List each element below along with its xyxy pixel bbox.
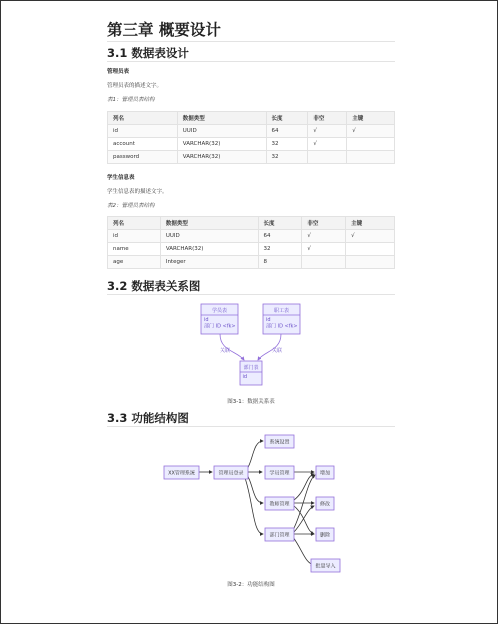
header-cell: 主键 [346,217,395,230]
chapter-title: 第三章 概要设计 [107,21,221,39]
svg-text:删除: 删除 [319,532,331,539]
header-cell: 列名 [108,217,161,230]
table-cell: id [108,125,178,138]
relation-label: 关联 [271,348,283,354]
table-cell: √ [302,230,346,243]
node-root [164,466,199,479]
table-cell: √ [346,230,395,243]
entity-name: 学员表 [211,308,228,314]
table-cell: VARCHAR(32) [177,151,266,164]
svg-text:管理员登录: 管理员登录 [218,470,244,477]
flow-edge [247,441,263,469]
svg-text:增加: 增加 [319,470,331,477]
admin-table-heading: 管理员表 [107,69,130,75]
table-cell: √ [308,138,347,151]
table-cell: age [108,256,161,269]
node-teacher-mgmt [265,497,294,510]
table-cell: UUID [160,230,258,243]
entity-name: 部门表 [243,365,259,371]
node-delete [316,528,334,541]
flow-edge [293,475,315,530]
relation-label: 关联 [219,348,231,354]
table-cell: name [108,243,161,256]
header-cell: 主键 [347,112,395,125]
relation-edge [258,334,281,360]
table-cell: UUID [177,125,266,138]
function-diagram-caption: 图3-2：功能结构图 [227,582,275,588]
svg-text:学员管理: 学员管理 [269,470,290,477]
entity-field: id [242,374,248,380]
section-3-3-heading: 3.3 功能结构图 [107,411,189,425]
node-add [316,466,334,479]
entity-dept [240,361,262,385]
node-import [311,559,340,572]
table-cell: VARCHAR(32) [160,243,258,256]
header-cell: 非空 [308,112,347,125]
admin-table-caption: 表1：管理员表结构 [107,97,155,103]
svg-text:教师管理: 教师管理 [269,501,290,508]
entity-staff [263,304,300,334]
table-cell: √ [347,125,395,138]
er-diagram [201,304,300,385]
svg-text:部门管理: 部门管理 [269,532,290,539]
table-cell: 32 [266,138,308,151]
node-edit [316,497,334,510]
table-cell: account [108,138,178,151]
table-cell: password [108,151,178,164]
node-login [214,466,248,479]
table-cell: 64 [266,125,308,138]
entity-student [201,304,238,334]
table-cell: 8 [258,256,302,269]
entity-field: id [266,317,271,323]
flow-edge [247,475,263,503]
entity-field: id [204,317,209,323]
svg-text:修改: 修改 [319,501,331,508]
table-cell: √ [302,243,346,256]
node-dept-mgmt [265,528,294,541]
flow-edge [294,474,314,500]
function-diagram [164,435,340,572]
svg-text:批量导入: 批量导入 [315,563,336,570]
entity-field: 部门 ID <fk> [266,323,298,330]
header-cell: 长度 [258,217,302,230]
table-cell: id [108,230,161,243]
header-cell: 非空 [302,217,346,230]
node-student-mgmt [265,466,294,479]
svg-text:XX管理系统: XX管理系统 [168,470,195,477]
relation-edge [220,334,244,360]
header-cell: 列名 [108,112,178,125]
header-cell: 数据类型 [160,217,258,230]
section-3-1-heading: 3.1 数据表设计 [107,46,189,60]
entity-field: 部门 ID <fk> [204,323,236,330]
section-3-2-heading: 3.2 数据表关系图 [107,279,201,293]
node-settings [265,435,294,448]
header-cell: 长度 [266,112,308,125]
student-table-description: 学生信息表的描述文字。 [107,189,168,195]
table-cell: 32 [258,243,302,256]
student-table-heading: 学生信息表 [107,175,135,181]
student-table-caption: 表2：管理员表结构 [107,203,155,209]
svg-text:系统设置: 系统设置 [269,439,290,446]
table-cell: VARCHAR(32) [177,138,266,151]
admin-table-description: 管理员表的描述文字。 [107,83,163,89]
flow-edge [245,478,263,534]
table-cell: 64 [258,230,302,243]
diagrams-layer [1,1,499,625]
table-cell: √ [308,125,347,138]
table-cell: 32 [266,151,308,164]
entity-name: 职工表 [273,308,290,314]
table-cell: Integer [160,256,258,269]
er-diagram-caption: 图3-1：数据关系表 [227,399,275,405]
header-cell: 数据类型 [177,112,266,125]
